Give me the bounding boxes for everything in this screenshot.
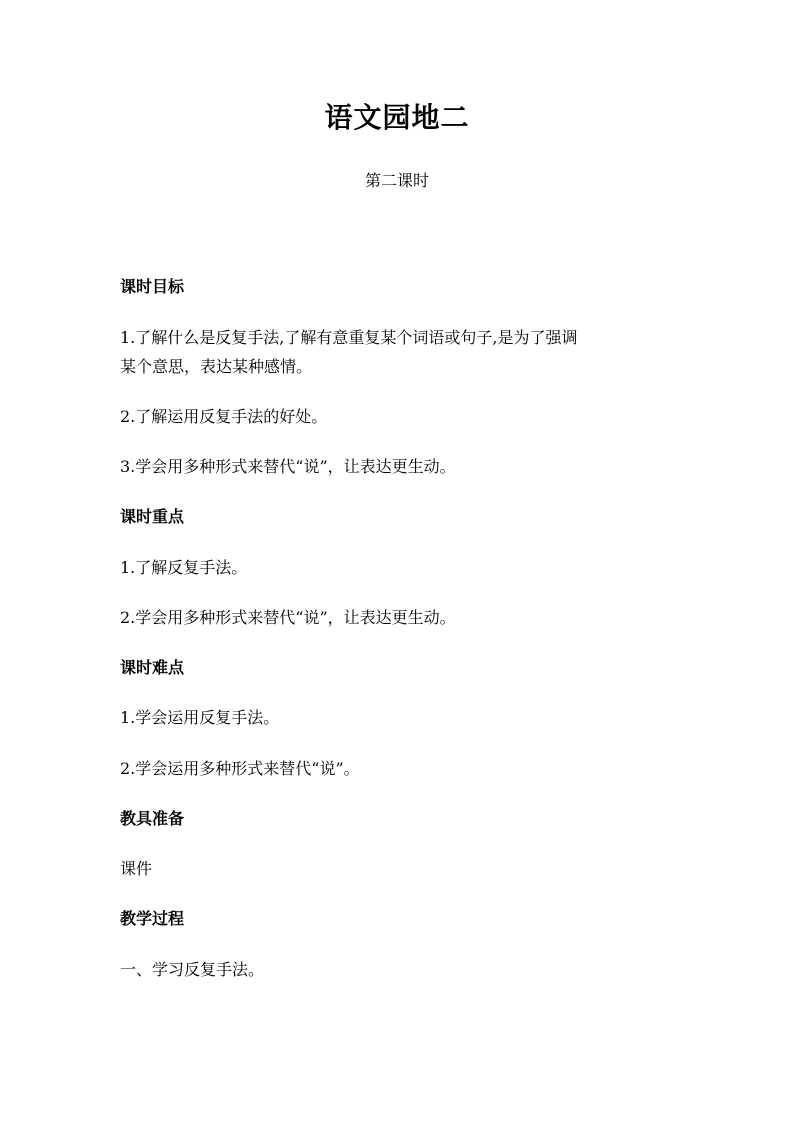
document-title: 语文园地二 [324,101,470,134]
objective-item-2: 2.了解运用反复手法的好处。 [120,407,328,426]
key-point-item-2: 2.学会用多种形式来替代“说”，让表达更生动。 [120,608,456,627]
process-item-1: 一、学习反复手法。 [120,960,265,979]
materials-item-1: 课件 [120,859,153,878]
section-heading-key-points: 课时重点 [120,507,185,526]
document-subtitle: 第二课时 [364,171,429,190]
difficulty-item-1: 1.学会运用反复手法。 [120,708,280,727]
difficulty-item-2: 2.学会运用多种形式来替代“说”。 [120,759,360,778]
section-heading-materials: 教具准备 [120,809,185,828]
key-point-item-1: 1.了解反复手法。 [120,558,248,577]
section-heading-objectives: 课时目标 [120,277,185,296]
section-heading-process: 教学过程 [120,909,185,928]
objective-item-1-line-2: 某个意思，表达某种感情。 [120,357,313,376]
objective-item-3: 3.学会用多种形式来替代“说”，让表达更生动。 [120,457,456,476]
section-heading-difficulties: 课时难点 [120,658,185,677]
objective-item-1-line-1: 1.了解什么是反复手法,了解有意重复某个词语或句子,是为了强调 [120,328,578,347]
